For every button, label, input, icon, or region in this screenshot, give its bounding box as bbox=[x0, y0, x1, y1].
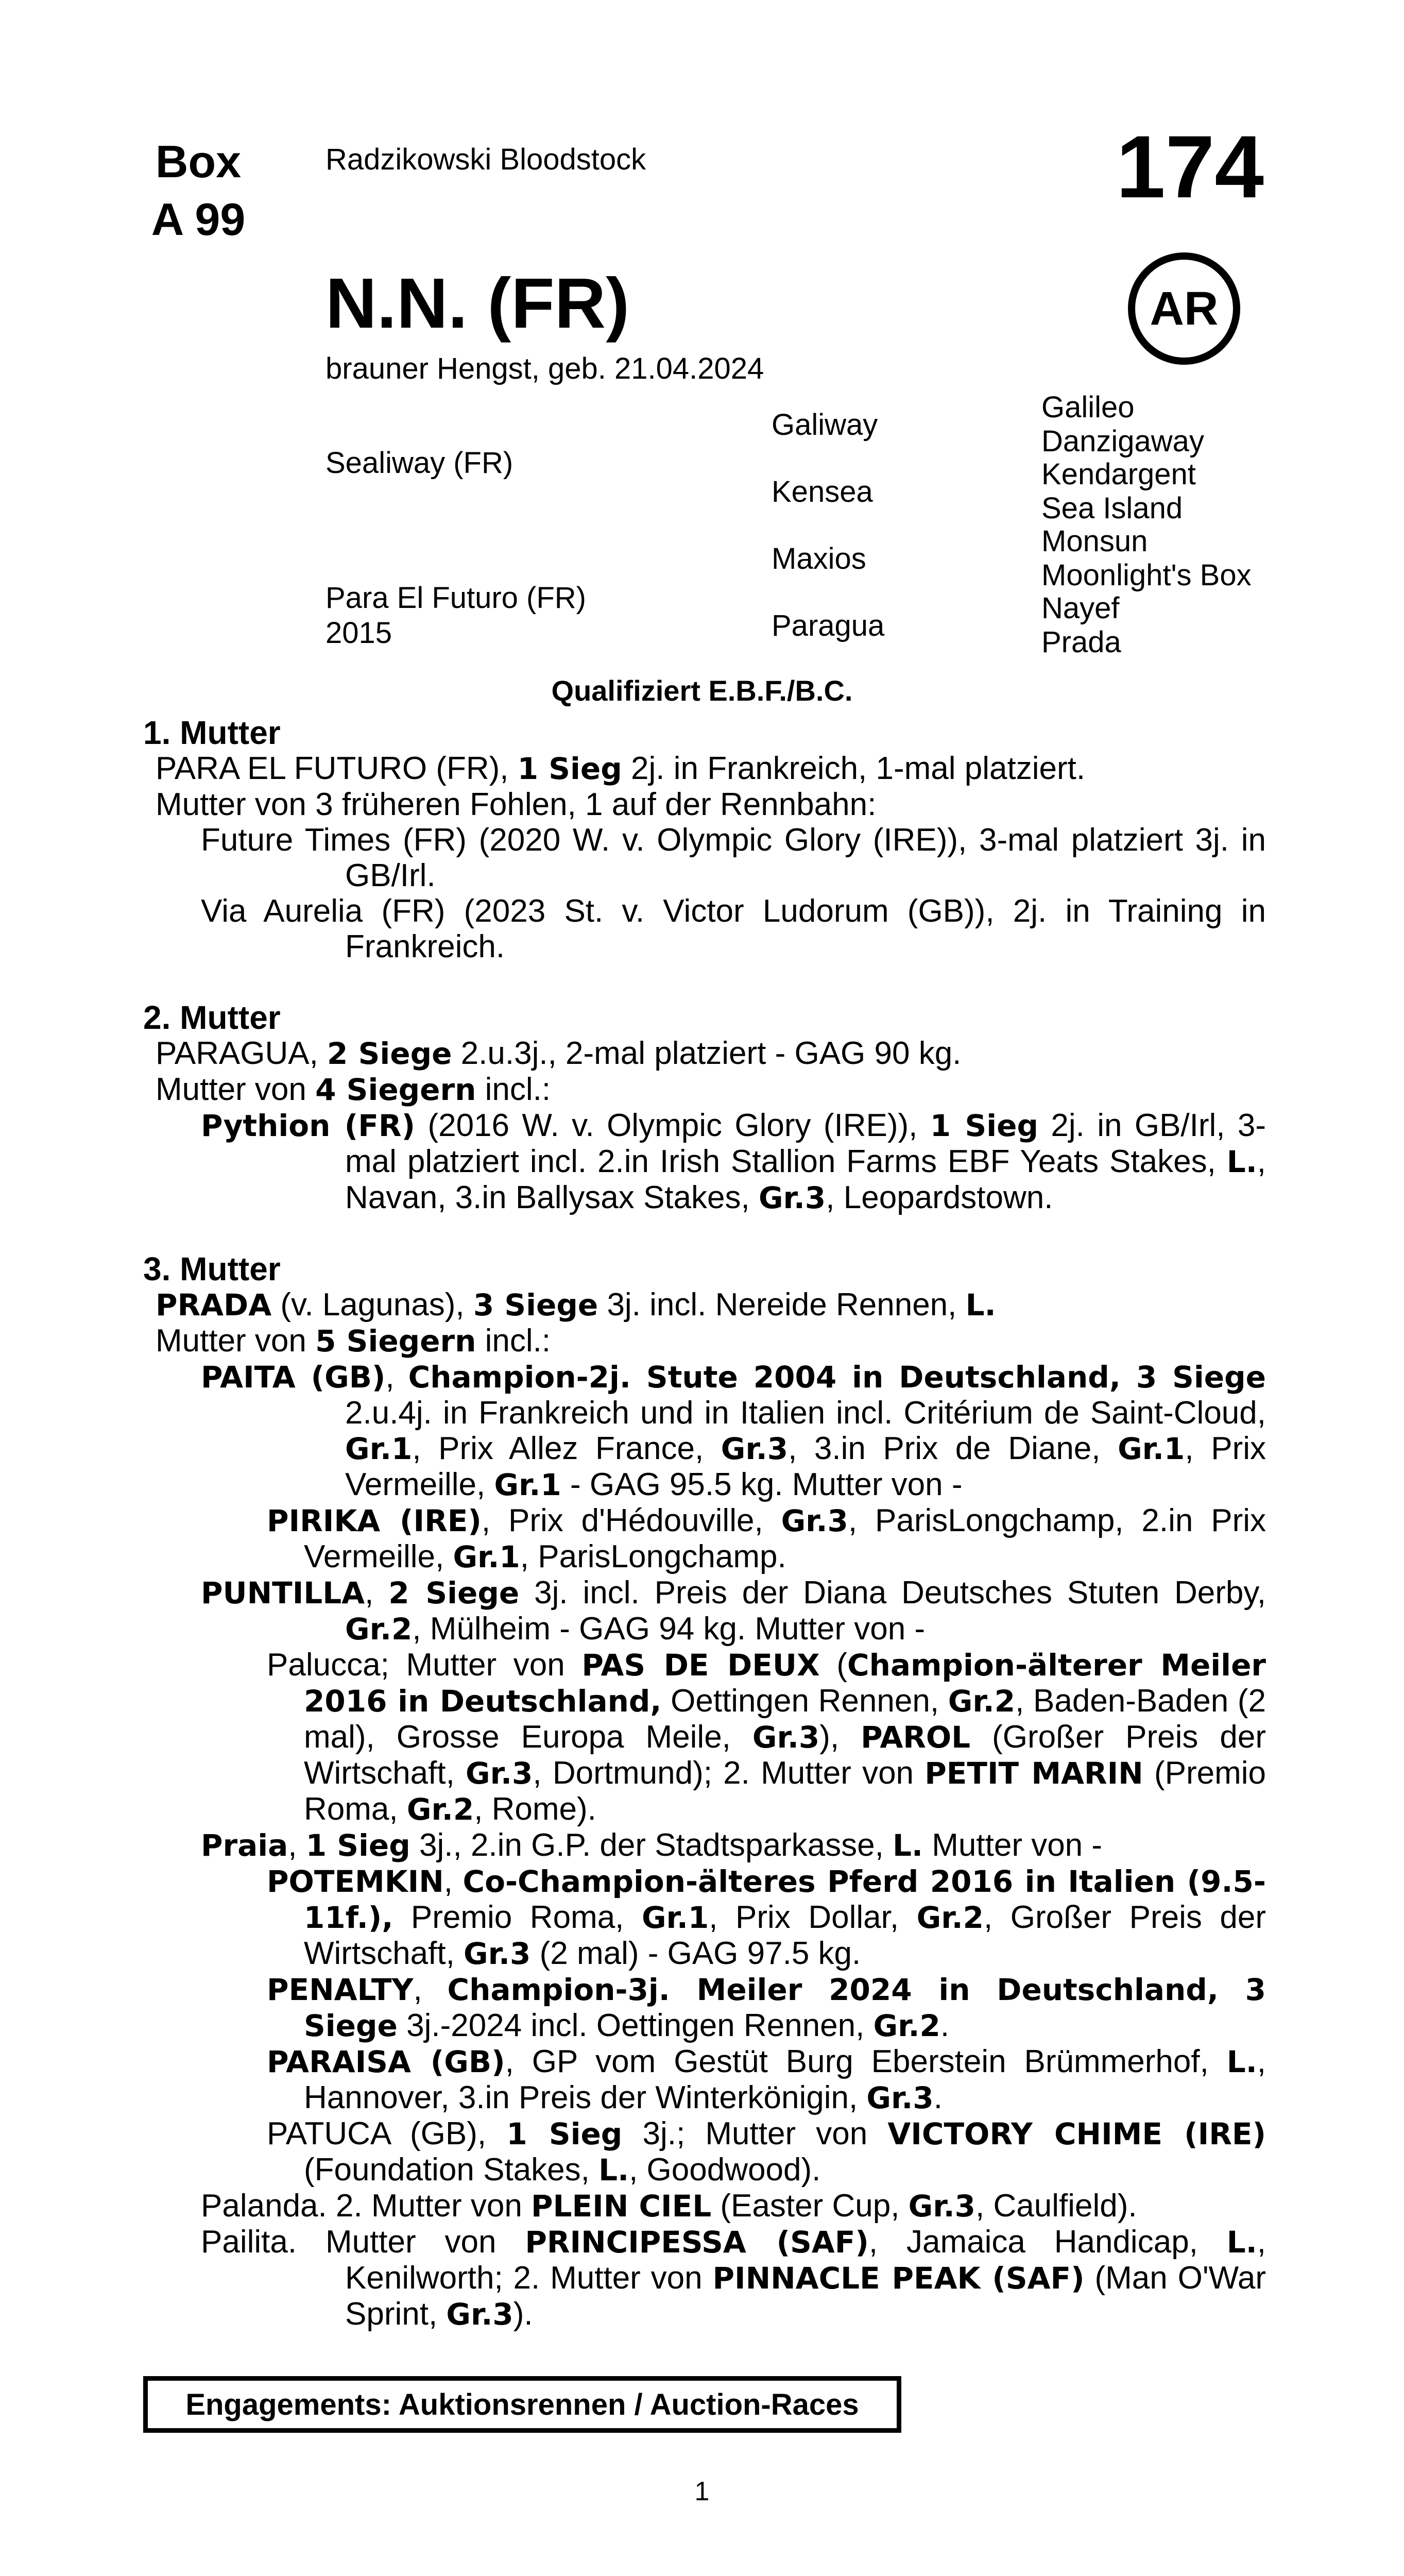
pedigree-grandparent: Kensea bbox=[772, 475, 873, 509]
pedigree-grandparent: Paragua bbox=[772, 609, 885, 642]
consignor: Radzikowski Bloodstock bbox=[326, 143, 646, 176]
pedigree-dam-year: 2015 bbox=[326, 616, 392, 650]
first-dam-produce-intro: Mutter von 3 früheren Fohlen, 1 auf der Rennbahn: bbox=[156, 787, 877, 822]
third-dam-entry: PRADA (v. Lagunas), 3 Siege 3j. incl. Nereide Rennen, L. bbox=[156, 1287, 996, 1323]
second-dam-produce-intro: Mutter von 4 Siegern incl.: bbox=[156, 1072, 551, 1107]
third-dam-heading: 3. Mutter bbox=[143, 1250, 281, 1287]
pedigree-great-grandparent: Danzigaway bbox=[1041, 425, 1204, 458]
produce-entry: POTEMKIN, Co-Champion-älteres Pferd 2016 in Italien (9.5-11f.), Premio Roma, Gr.1, Prix Dollar, Gr.2, Großer Preis der Wirtschaft, Gr.3 (2 mal) - GAG 97.5 kg. bbox=[267, 1863, 1266, 1971]
pedigree-dam: Para El Futuro (FR) bbox=[326, 581, 586, 615]
first-dam-entry: PARA EL FUTURO (FR), 1 Sieg 2j. in Frankreich, 1-mal platziert. bbox=[156, 751, 1086, 786]
horse-name: N.N. (FR) bbox=[326, 264, 630, 343]
horse-description: brauner Hengst, geb. 21.04.2024 bbox=[326, 352, 764, 385]
second-dam-heading: 2. Mutter bbox=[143, 999, 281, 1036]
produce-entry: PAITA (GB), Champion-2j. Stute 2004 in Deutschland, 3 Siege 2.u.4j. in Frankreich und in Italien incl. Critérium de Saint-Cloud, Gr.1, Prix Allez France, Gr.3, 3.in Prix de Diane, Gr.1, Prix Vermeille, Gr.1 - GAG 95.5 kg. Mutter von - bbox=[201, 1359, 1266, 1502]
box-word: Box bbox=[155, 136, 242, 187]
pedigree-great-grandparent: Monsun bbox=[1041, 524, 1148, 558]
pedigree-great-grandparent: Moonlight's Box bbox=[1041, 558, 1252, 592]
ar-badge-icon bbox=[1128, 252, 1240, 365]
box-number: A 99 bbox=[151, 194, 246, 245]
pedigree-great-grandparent: Prada bbox=[1041, 625, 1121, 659]
produce-entry: PATUCA (GB), 1 Sieg 3j.; Mutter von VICTORY CHIME (IRE) (Foundation Stakes, L., Goodwood). bbox=[267, 2116, 1266, 2188]
produce-entry: PENALTY, Champion-3j. Meiler 2024 in Deutschland, 3 Siege 3j.-2024 incl. Oettingen Rennen, Gr.2. bbox=[267, 1972, 1266, 2043]
produce-entry: Praia, 1 Sieg 3j., 2.in G.P. der Stadtsparkasse, L. Mutter von - bbox=[201, 1827, 1103, 1863]
produce-entry: PUNTILLA, 2 Siege 3j. incl. Preis der Diana Deutsches Stuten Derby, Gr.2, Mülheim - GAG 94 kg. Mutter von - bbox=[201, 1575, 1266, 1647]
produce-entry: Pythion (FR) (2016 W. v. Olympic Glory (IRE)), 1 Sieg 2j. in GB/Irl, 3-mal platziert incl. 2.in Irish Stallion Farms EBF Yeats Stakes, L., Navan, 3.in Ballysax Stakes, Gr.3, Leopardstown. bbox=[201, 1108, 1266, 1215]
pedigree-great-grandparent: Sea Island bbox=[1041, 492, 1183, 525]
produce-entry: Pailita. Mutter von PRINCIPESSA (SAF), Jamaica Handicap, L., Kenilworth; 2. Mutter von PINNACLE PEAK (SAF) (Man O'War Sprint, Gr.3). bbox=[201, 2224, 1266, 2332]
catalogue-body bbox=[143, 715, 1266, 2332]
engagements-box bbox=[143, 2376, 901, 2433]
box-label bbox=[144, 133, 252, 248]
first-dam-heading: 1. Mutter bbox=[143, 714, 281, 751]
produce-entry: Palucca; Mutter von PAS DE DEUX (Champion-älterer Meiler 2016 in Deutschland, Oettingen Rennen, Gr.2, Baden-Baden (2 mal), Grosse Europa Meile, Gr.3), PAROL (Großer Preis der Wirtschaft, Gr.3, Dortmund); 2. Mutter von PETIT MARIN (Premio Roma, Gr.2, Rome). bbox=[267, 1647, 1266, 1827]
produce-entry: PARAISA (GB), GP vom Gestüt Burg Eberstein Brümmerhof, L., Hannover, 3.in Preis der Winterkönigin, Gr.3. bbox=[267, 2044, 1266, 2115]
engagements-text: Engagements: Auktionsrennen / Auction-Races bbox=[185, 2387, 859, 2421]
pedigree-sire: Sealiway (FR) bbox=[326, 446, 513, 480]
pedigree-grandparent: Galiway bbox=[772, 408, 878, 442]
second-dam-entry: PARAGUA, 2 Siege 2.u.3j., 2-mal platziert - GAG 90 kg. bbox=[156, 1036, 962, 1071]
produce-entry: Future Times (FR) (2020 W. v. Olympic Glory (IRE)), 3-mal platziert 3j. in GB/Irl. bbox=[201, 822, 1266, 893]
qualification-note: Qualifiziert E.B.F./B.C. bbox=[551, 674, 853, 707]
pedigree-great-grandparent: Galileo bbox=[1041, 391, 1135, 424]
third-dam-produce-intro: Mutter von 5 Siegern incl.: bbox=[156, 1323, 551, 1359]
pedigree-great-grandparent: Kendargent bbox=[1041, 457, 1196, 491]
pedigree-grandparent: Maxios bbox=[772, 542, 866, 575]
ar-badge-text: AR bbox=[1150, 282, 1219, 335]
produce-entry: Palanda. 2. Mutter von PLEIN CIEL (Easter Cup, Gr.3, Caulfield). bbox=[201, 2188, 1137, 2224]
page-number: 1 bbox=[694, 2477, 710, 2506]
lot-number: 174 bbox=[1116, 117, 1264, 216]
produce-entry: PIRIKA (IRE), Prix d'Hédouville, Gr.3, ParisLongchamp, 2.in Prix Vermeille, Gr.1, ParisLongchamp. bbox=[267, 1503, 1266, 1574]
pedigree-great-grandparent: Nayef bbox=[1041, 591, 1120, 625]
produce-entry: Via Aurelia (FR) (2023 St. v. Victor Ludorum (GB)), 2j. in Training in Frankreich. bbox=[201, 893, 1266, 964]
